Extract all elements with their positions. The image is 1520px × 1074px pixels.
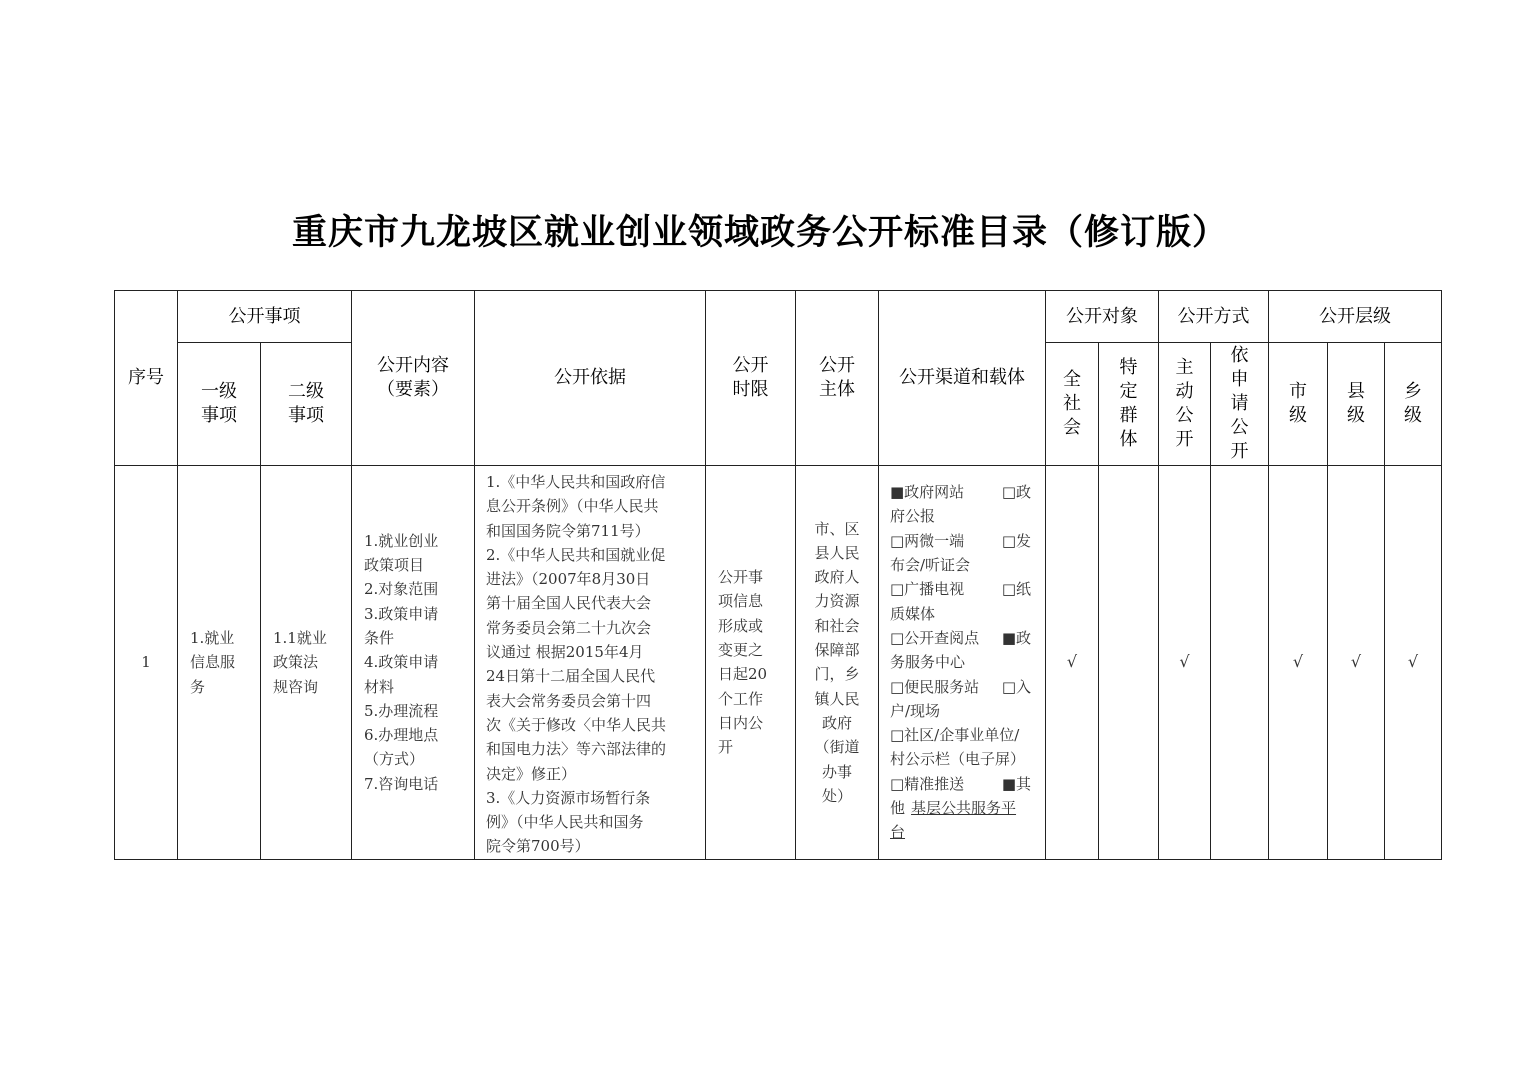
basis-lines — [486, 470, 701, 859]
level1-line: 信息服 — [190, 653, 236, 672]
basis-line: 24日第十二届全国人民代 — [486, 667, 656, 686]
level1-line: 1.就业 — [190, 628, 235, 647]
header-content-line2: （要素） — [377, 379, 449, 400]
header-basis: 公开依据 — [475, 291, 706, 466]
header-method-apply: 依申请公开 — [1211, 343, 1269, 466]
subject-line: 处） — [821, 786, 852, 805]
channel-row — [890, 650, 1031, 674]
basis-line: 息公开条例》（中华人民共 — [486, 497, 659, 516]
header-method: 公开方式 — [1159, 291, 1269, 343]
level2-lines — [273, 626, 343, 699]
cell-level2 — [261, 466, 352, 860]
channel-row — [890, 747, 1031, 771]
header-level2: 二级事项 — [261, 343, 352, 466]
content-lines — [364, 529, 466, 796]
channel-option: ■政 — [1001, 628, 1031, 647]
time-line: 日起20 — [718, 665, 768, 684]
header-channel: 公开渠道和载体 — [879, 291, 1046, 466]
subject-line: 市、区 — [814, 519, 860, 538]
channel-option: 府公报 — [890, 507, 936, 526]
basis-line: 2.《中华人民共和国就业促 — [486, 545, 666, 564]
cell-level1 — [178, 466, 261, 860]
channel-list — [890, 480, 1031, 796]
channel-row — [890, 504, 1031, 528]
cell-time — [706, 466, 796, 860]
channel-option: □发 — [1001, 531, 1031, 550]
time-line: 个工作 — [718, 689, 764, 708]
content-line: 2.对象范围 — [364, 580, 439, 599]
channel-option: □公开查阅点 — [890, 628, 980, 647]
header-content — [352, 291, 475, 466]
cell-subject — [796, 466, 879, 860]
basis-line: 和国国务院令第711号） — [486, 521, 650, 540]
header-level-town: 乡级 — [1385, 343, 1442, 466]
time-line: 变更之 — [718, 641, 764, 660]
channel-row — [890, 602, 1031, 626]
cell-method-active: √ — [1159, 466, 1211, 860]
subject-line: 政府 — [821, 713, 852, 732]
channel-option: 村公示栏（电子屏） — [890, 750, 1026, 769]
channel-option: □社区/企事业单位/ — [890, 726, 1020, 745]
basis-line: 第十届全国人民代表大会 — [486, 594, 652, 613]
subject-line: 门，乡 — [814, 665, 860, 684]
time-line: 开 — [718, 738, 734, 757]
subject-line: 和社会 — [814, 616, 860, 635]
subject-line: 力资源 — [814, 592, 860, 611]
basis-line: 和国电力法〉等六部法律的 — [486, 740, 667, 759]
subject-lines — [806, 517, 868, 809]
channel-option: □广播电视 — [890, 580, 965, 599]
cell-target-all: √ — [1046, 466, 1099, 860]
channel-option: □精准推送 — [890, 774, 965, 793]
level2-line: 规咨询 — [273, 677, 319, 696]
cell-basis — [475, 466, 706, 860]
channel-row — [890, 480, 1031, 504]
header-seq: 序号 — [115, 291, 178, 466]
subject-line: 镇人民 — [814, 689, 860, 708]
basis-line: 议通过 根据2015年4月 — [486, 643, 644, 662]
content-line: （方式） — [364, 750, 425, 769]
channel-option: □政 — [1001, 483, 1031, 502]
basis-line: 决定》修正） — [486, 764, 577, 783]
channel-row — [890, 723, 1031, 747]
channel-option: ■政府网站 — [890, 483, 965, 502]
basis-line: 次《关于修改〈中华人民共 — [486, 715, 667, 734]
content-line: 4.政策申请 — [364, 653, 439, 672]
cell-content — [352, 466, 475, 860]
header-level1: 一级事项 — [178, 343, 261, 466]
channel-option: 布会/听证会 — [890, 556, 971, 575]
basis-line: 进法》（2007年8月30日 — [486, 570, 651, 589]
channel-option: □纸 — [1001, 580, 1031, 599]
channel-row — [890, 772, 1031, 796]
channel-option: 务服务中心 — [890, 653, 966, 672]
basis-line: 表大会常务委员会第十四 — [486, 691, 652, 710]
header-time-line1: 公开 — [732, 355, 769, 376]
cell-method-apply — [1211, 466, 1269, 860]
level2-line: 政策法 — [273, 653, 319, 672]
basis-line: 院令第700号） — [486, 837, 590, 856]
subject-line: 县人民 — [814, 543, 860, 562]
channel-option: □便民服务站 — [890, 677, 980, 696]
cell-target-specific — [1099, 466, 1159, 860]
channel-row — [890, 577, 1031, 601]
time-line: 项信息 — [718, 592, 764, 611]
catalog-table — [114, 290, 1442, 860]
content-line: 5.办理流程 — [364, 701, 439, 720]
table-row — [115, 466, 1442, 860]
cell-seq: 1 — [115, 466, 178, 860]
time-line: 公开事 — [718, 568, 764, 587]
level1-lines — [190, 626, 252, 699]
subject-line: 保障部 — [814, 641, 860, 660]
channel-other-value-cont: 台 — [890, 823, 906, 842]
level1-line: 务 — [190, 677, 206, 696]
header-level-county: 县级 — [1328, 343, 1385, 466]
content-line: 7.咨询电话 — [364, 774, 439, 793]
header-target-specific: 特定群体 — [1099, 343, 1159, 466]
channel-row — [890, 675, 1031, 699]
header-level: 公开层级 — [1269, 291, 1442, 343]
level2-line: 1.1就业 — [273, 628, 327, 647]
subject-line: 办事 — [821, 762, 852, 781]
channel-other-value: 基层公共服务平 — [911, 799, 1017, 817]
time-lines — [718, 565, 787, 759]
channel-other-row: 他 基层公共服务平 — [890, 796, 1031, 820]
channel-row — [890, 699, 1031, 723]
basis-line: 1.《中华人民共和国政府信 — [486, 473, 666, 491]
basis-line: 3.《人力资源市场暂行条 — [486, 788, 651, 807]
time-line: 日内公 — [718, 713, 764, 732]
header-matter: 公开事项 — [178, 291, 352, 343]
time-line: 形成或 — [718, 616, 764, 635]
basis-line: 常务委员会第二十九次会 — [486, 618, 652, 637]
cell-level-county: √ — [1328, 466, 1385, 860]
content-line: 3.政策申请 — [364, 604, 439, 623]
header-content-line1: 公开内容 — [377, 355, 449, 376]
channel-row — [890, 529, 1031, 553]
subject-line: （街道 — [814, 738, 860, 757]
content-line: 材料 — [364, 677, 395, 696]
content-line: 6.办理地点 — [364, 726, 439, 745]
header-target: 公开对象 — [1046, 291, 1159, 343]
header-level-city: 市级 — [1269, 343, 1328, 466]
channel-option: 户/现场 — [890, 701, 941, 720]
content-line: 政策项目 — [364, 556, 425, 575]
channel-option: ■其 — [1001, 774, 1031, 793]
channel-option: □两微一端 — [890, 531, 965, 550]
channel-option: □入 — [1001, 677, 1031, 696]
header-target-all: 全社会 — [1046, 343, 1099, 466]
content-line: 条件 — [364, 628, 395, 647]
header-subject-line1: 公开 — [819, 355, 855, 376]
channel-option: 质媒体 — [890, 604, 936, 623]
header-time-line2: 时限 — [732, 379, 769, 400]
cell-channel — [879, 466, 1046, 860]
cell-level-town: √ — [1385, 466, 1442, 860]
page-title: 重庆市九龙坡区就业创业领域政务公开标准目录（修订版） — [291, 212, 1228, 253]
header-subject — [796, 291, 879, 466]
channel-row — [890, 626, 1031, 650]
header-subject-line2: 主体 — [819, 379, 855, 400]
basis-line: 例》（中华人民共和国务 — [486, 813, 644, 832]
header-method-active: 主动公开 — [1159, 343, 1211, 466]
header-time — [706, 291, 796, 466]
subject-line: 政府人 — [814, 568, 860, 587]
cell-level-city: √ — [1269, 466, 1328, 860]
channel-row — [890, 553, 1031, 577]
content-line: 1.就业创业 — [364, 531, 439, 550]
